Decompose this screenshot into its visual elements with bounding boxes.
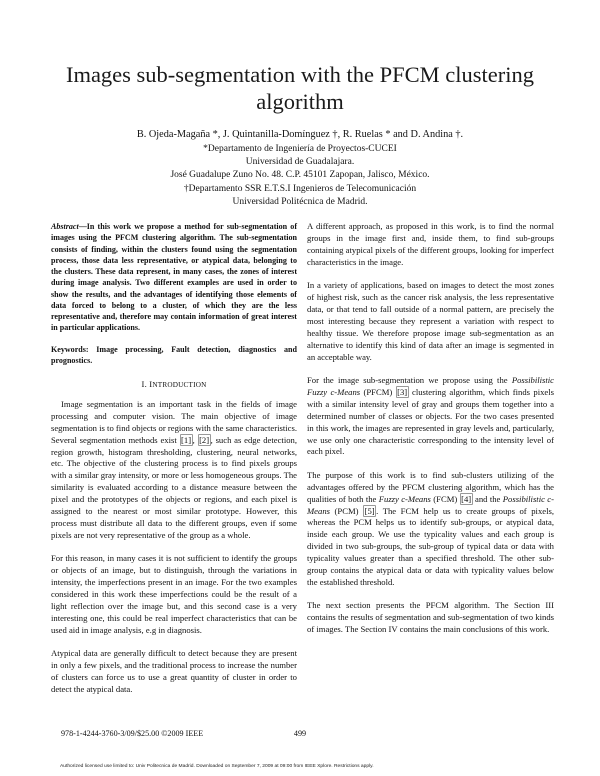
footer-isbn: 978-1-4244-3760-3/09/$25.00 ©2009 IEEE <box>61 729 204 738</box>
authors-line: B. Ojeda-Magaña *, J. Quintanilla-Domínguez †, R. Ruelas * and D. Andina †. <box>136 129 464 140</box>
abstract <box>51 221 297 334</box>
citation-link-1[interactable]: [1] <box>181 434 192 445</box>
section-heading-introduction <box>51 379 297 392</box>
affiliation-line: Universidad Politécnica de Madrid. <box>232 196 368 207</box>
right-column <box>307 221 554 636</box>
paper-title: Images sub-segmentation with the PFCM clustering algorithm <box>65 62 535 114</box>
license-notice: Authorized licensed use limited to: Univ Politecnica de Madrid. Downloaded on September 7, 2009 at 09:00 from IEEE Xplore. Restrictions apply. <box>60 764 374 769</box>
intro-paragraph-6 <box>307 375 554 458</box>
affiliations <box>40 143 560 209</box>
abstract-text: In this work we propose a method for sub-segmentation of images using the PFCM clustering algorithm. The sub-segmentation consists of finding, within the clusters found using the segmentation process, those data less representative, or atypical data, belonging to the clusters. These data represent, in many cases, the zones of interest during image analysis. Two different examples are used in order to show the results, and the advantages of identifying those elements of data forced to belong to a cluster, of which they are the less representative and, therefore may contain information of great interest in particular applications. <box>51 222 297 333</box>
citation-link-5[interactable]: [5] <box>364 505 375 516</box>
intro-paragraph-2: For this reason, in many cases it is not sufficient to identify the groups or objects of an image, but to distinguish, through the variations in intensity, the imperfections present in an image. For the two examples considered in this work these imperfections could be the result of a light reflection over the image but, and this second case is a very interesting one, this could be real imperfect characteristics that can be used aid in image analysis, e.g in diagnosis. <box>51 553 297 635</box>
section-initial: I <box>149 379 153 389</box>
intro-paragraph-3: Atypical data are generally difficult to detect because they are present in only a few pixels, and the traditional process to increase the number of clusters can force us to use a great quantity of cluster in order to detect the atypical data. <box>51 648 297 694</box>
affiliation-line: †Departamento SSR E.T.S.I Ingenieros de Telecomunicación <box>183 183 417 194</box>
affiliation-line: Universidad de Guadalajara. <box>245 157 355 168</box>
intro-paragraph-8: The next section presents the PFCM algorithm. The Section III contains the results of segmentation and sub-segmentation of two kinds of images. The Section IV contains the main conclusions of this work. <box>307 600 554 635</box>
intro-paragraph-5: In a variety of applications, based on images to detect the most zones of highest risk, such as the cancer risk analysis, the less representative data, or that tend to fall outside of a normal pattern, are precisely the most interesting because they represent a variation with respect to healthy tissue. We therefore propose image sub-segmentation as an alternative to identify this kind of data after an image is segmented in an acceptable way. <box>307 280 554 362</box>
keywords: Keywords: Image processing, Fault detection, diagnostics and prognostics. <box>51 344 297 365</box>
paragraph-text: Image segmentation is an important task in the fields of image processing and computer vision. The main objective of image segmentation is to find objects or regions with the same characteristics. Several segmentation methods exist <box>51 398 297 445</box>
affiliation-line: *Departamento de Ingeniería de Proyectos-CUCEI <box>203 144 397 154</box>
citation-link-2[interactable]: [2] <box>199 434 210 445</box>
paragraph-text: . The FCM help us to create groups of pixels, whereas the PCM helps us to identify sub-groups, or atypical data, inside each group. We use the typicality values and each group is divided in two sub-groups, the sub-group of typical data or data with typicality values greater than a specified threshold. The other sub-group contains the atypical data or data with typicality values below the established threshold. <box>307 505 554 587</box>
paragraph-text: , <box>192 434 198 445</box>
paragraph-text: clustering algorithm, which finds pixels with a similar intensity level of gray and groups them together into a determined number of classes or objects. For the two cases presented in this work, the images are represented in gray levels and, particularly, we use only one characteristic corresponding to the intensity level of each pixel. <box>307 386 554 457</box>
left-column <box>51 221 297 696</box>
citation-link-4[interactable]: [4] <box>461 493 472 504</box>
section-numeral: I. <box>141 379 147 389</box>
citation-link-3[interactable]: [3] <box>397 386 408 397</box>
paragraph-text-italic: Fuzzy c-Means <box>378 493 431 504</box>
paragraph-text: (PFCM) <box>360 386 396 397</box>
affiliation-line: José Guadalupe Zuno No. 48. C.P. 45101 Zapopan, Jalisco, México. <box>170 170 430 181</box>
paragraph-text: (PCM) <box>330 505 364 516</box>
paragraph-text: For the image sub-segmentation we propose using the <box>307 374 512 385</box>
intro-paragraph-7 <box>307 470 554 589</box>
paragraph-text: and the <box>472 493 503 504</box>
paragraph-text-italic: Possibilistic c-Means <box>307 493 554 516</box>
section-title-rest: NTRODUCTION <box>152 381 207 389</box>
abstract-dash: — <box>78 222 87 231</box>
paragraph-text: (FCM) <box>430 493 460 504</box>
paragraph-text: , such as edge detection, region growth, histogram thresholding, clustering, neural networks, etc. The objective of the clustering process is to find pixels groups with a similar gray intensity, or more or less homogeneous groups. The similarity is evaluated according to a distance measure between the pixel and the prototypes of the objects or regions, and each pixel is assigned to the nearest or most similar prototype. However, this process must distribute all data to the different groups, even if some pixels are not very representative of the group as a whole. <box>51 434 297 540</box>
paragraph-text: The purpose of this work is to find sub-clusters utilizing of the advantages offered by the PFCM clustering algorithm, which has the qualities of both the <box>307 469 554 504</box>
intro-paragraph-1 <box>51 399 297 542</box>
abstract-label: Abstract <box>51 222 79 231</box>
paragraph-text-italic: Possibilistic Fuzzy c-Means <box>307 374 554 397</box>
intro-paragraph-4: A different approach, as proposed in this work, is to find the normal groups in the image first and, inside them, to find sub-groups containing atypical pixels of the different groups, looking for imperfect characteristics in the image. <box>307 221 554 267</box>
page-number: 499 <box>293 729 307 738</box>
